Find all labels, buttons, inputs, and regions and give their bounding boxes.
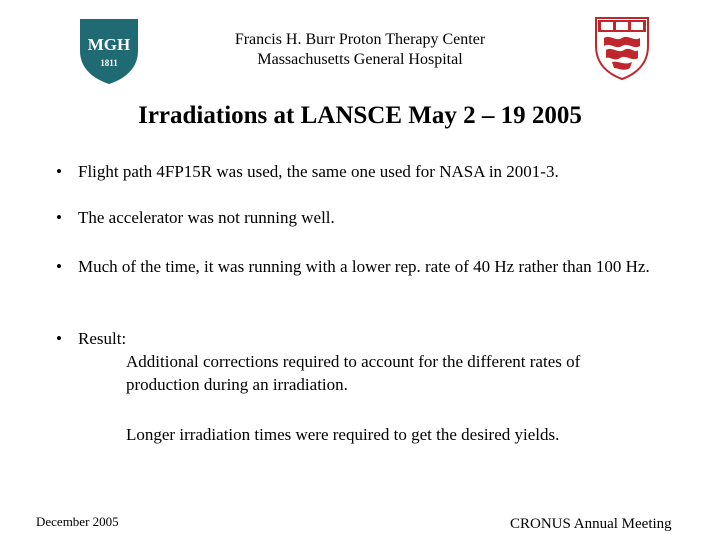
header-hospital-name: Massachusetts General Hospital	[257, 51, 463, 68]
result-detail: Longer irradiation times were required to get the desired yields.	[126, 425, 560, 444]
bullet-dot: •	[56, 162, 62, 181]
slide-title: Irradiations at LANSCE May 2 – 19 2005	[138, 102, 582, 129]
result-detail: Additional corrections required to account for the different rates of production during an irradiation.	[126, 352, 581, 394]
bullet-text: Result:	[78, 329, 127, 348]
footer-meeting: CRONUS Annual Meeting	[510, 516, 672, 532]
footer-date: December 2005	[36, 514, 119, 529]
bullet-text: Flight path 4FP15R was used, the same one used for NASA in 2001-3.	[78, 162, 559, 181]
bullet-dot: •	[56, 257, 62, 276]
bullet-text: The accelerator was not running well.	[78, 208, 335, 227]
mgh-logo	[78, 17, 140, 85]
bullet-dot: •	[56, 208, 62, 227]
header-center-name: Francis H. Burr Proton Therapy Center	[234, 31, 486, 48]
bullet-text: Much of the time, it was running with a lower rep. rate of 40 Hz rather than 100 Hz.	[78, 257, 650, 276]
slide-header	[160, 30, 560, 70]
bullet-dot: •	[56, 329, 62, 348]
mgh-logo-text: MGH	[87, 35, 131, 54]
harvard-logo	[594, 16, 650, 80]
mgh-logo-year: 1811	[100, 58, 118, 68]
